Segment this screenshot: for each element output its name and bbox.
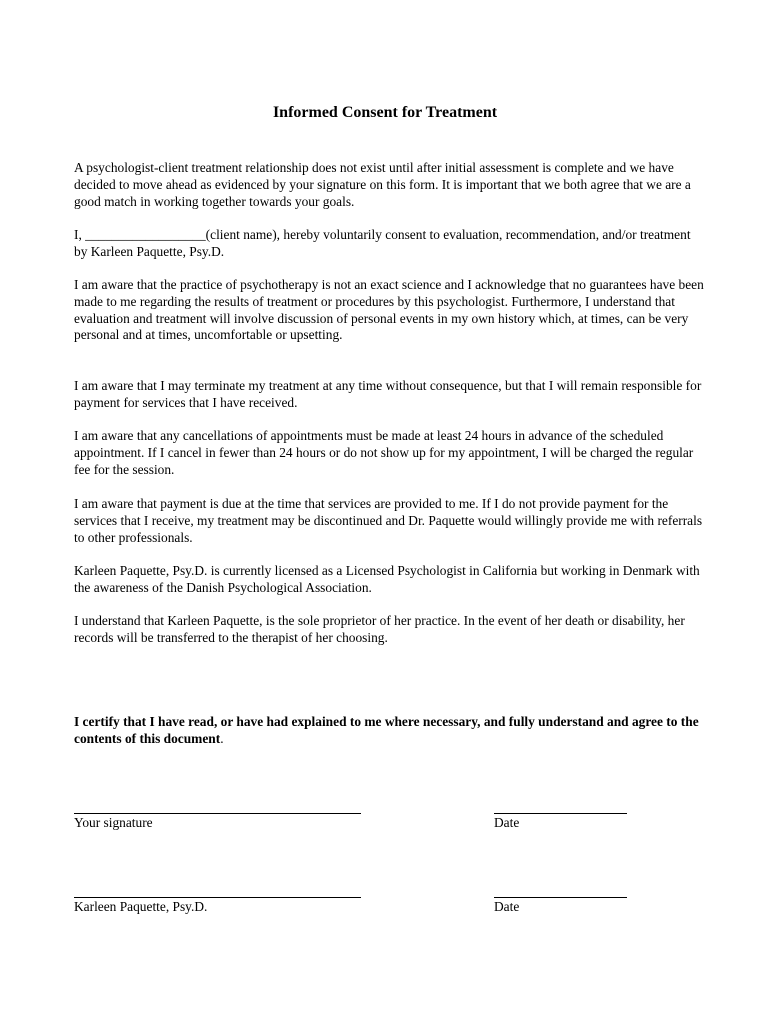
paragraph-records: I understand that Karleen Paquette, is the sole proprietor of her practice. In the event of her death or disability, her records will be transferred to the therapist of her choosing. [74,613,685,645]
certification-period: . [220,730,224,746]
client-date-label: Date [494,815,520,830]
paragraph-license: Karleen Paquette, Psy.D. is currently licensed as a Licensed Psychologist in California but working in Denmark with the awareness of the Danish Psychological Association. [74,563,700,595]
certification-text: I certify that I have read, or have had explained to me where necessary, and fully understand and agree to the contents of this document [74,714,699,746]
paragraph-psychotherapy: I am aware that the practice of psychotherapy is not an exact science and I acknowledge that no guarantees have been made to me regarding the results of treatment or procedures by this psychologist. Furthermore, I understand that evaluation and treatment will involve discussion of personal events in my own history which, at times, can be very personal and at times, uncomfortable or upsetting. [74,277,704,343]
certification-statement [74,714,704,748]
document-title: Informed Consent for Treatment [272,104,498,121]
paragraph-cancellations: I am aware that any cancellations of appointments must be made at least 24 hours in advance of the scheduled appointment. If I cancel in fewer than 24 hours or do not show up for my appointment, I will be charged the regular fee for the session. [74,428,694,477]
paragraph-intro: A psychologist-client treatment relationship does not exist until after initial assessment is complete and we have decided to move ahead as evidenced by your signature on this form. It is important that we both agree that we are a good match in working together towards your goals. [74,160,691,209]
paragraph-consent: I, __________________(client name), hereby voluntarily consent to evaluation, recommendation, and/or treatment by Karleen Paquette, Psy.D. [74,227,691,259]
provider-date-line[interactable] [494,897,627,898]
client-signature-label: Your signature [74,815,153,830]
provider-signature-label: Karleen Paquette, Psy.D. [74,899,208,914]
paragraph-termination: I am aware that I may terminate my treatment at any time without consequence, but that I will remain responsible for payment for services that I have received. [74,378,702,410]
provider-date-label: Date [494,899,520,914]
provider-signature-line[interactable] [74,897,361,898]
client-signature-line[interactable] [74,813,361,814]
paragraph-payment: I am aware that payment is due at the time that services are provided to me. If I do not provide payment for the services that I receive, my treatment may be discontinued and Dr. Paquette would willingly provide me with referrals to other professionals. [74,496,703,545]
client-date-line[interactable] [494,813,627,814]
